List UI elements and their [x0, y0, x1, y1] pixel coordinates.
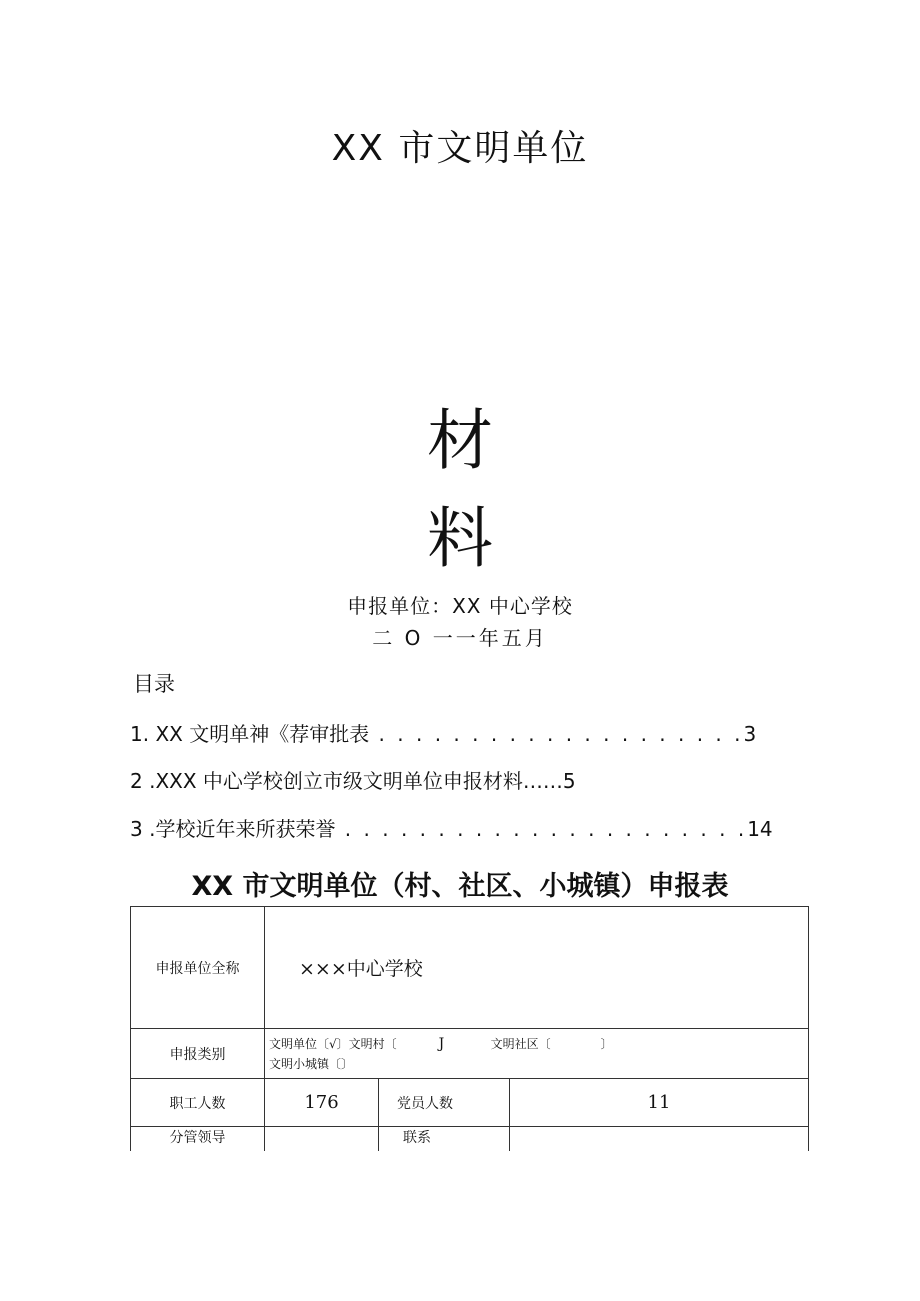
table-row [131, 1127, 809, 1151]
form-title: XX 市文明单位（村、社区、小城镇）申报表 [191, 871, 729, 902]
table-row [131, 907, 809, 1029]
document-title: XX 市文明单位 [331, 128, 589, 169]
toc-item [130, 765, 660, 794]
category-town-option: 文明小城镇〔〕 [269, 1056, 354, 1071]
toc-page-number: 3 [743, 722, 757, 746]
staff-count-value: 176 [265, 1079, 379, 1127]
category-unit-option: 文明单位〔√〕 [269, 1036, 349, 1051]
category-label: 申报类别 [131, 1029, 265, 1079]
toc-item [130, 813, 773, 842]
cover-char-cai: 材 [427, 402, 493, 479]
toc-heading: 目录 [133, 672, 175, 696]
leader-value [265, 1127, 379, 1151]
contact-value [510, 1127, 809, 1151]
date-line: 二 O 一一年五月 [372, 626, 548, 650]
category-community-option: 文明社区〔 [490, 1036, 551, 1051]
applicant-line: 申报单位：XX 中心学校 [347, 594, 573, 618]
leader-label: 分管领导 [131, 1127, 265, 1151]
table-row [131, 1029, 809, 1079]
party-count-value: 11 [510, 1079, 809, 1127]
category-options [265, 1029, 809, 1079]
contact-label: 联系 [379, 1127, 510, 1151]
toc-item-text: 1. XX 文明单神《荐审批表 [130, 722, 370, 746]
toc-page-number: 5 [562, 769, 576, 793]
unit-name-value: ×××中心学校 [265, 907, 809, 1029]
party-count-label: 党员人数 [379, 1079, 510, 1127]
table-row [131, 1079, 809, 1127]
toc-leader: . . . . . . . . . . . . . . . . . . . . . . [335, 817, 748, 841]
category-community-close: 〕 [600, 1036, 613, 1051]
category-village-option: 文明村〔 [348, 1036, 397, 1051]
toc-item [130, 718, 757, 747]
toc-page-number: 14 [747, 817, 773, 841]
category-village-close: J [438, 1035, 445, 1052]
toc-leader: …… [522, 769, 563, 793]
toc-item-text: 2 .XXX 中心学校创立市级文明单位申报材料 [130, 769, 523, 793]
staff-count-label: 职工人数 [131, 1079, 265, 1127]
toc-leader: . . . . . . . . . . . . . . . . . . . . [369, 722, 744, 746]
unit-name-label: 申报单位全称 [131, 907, 265, 1029]
toc-item-text: 3 .学校近年来所获荣誉 [130, 817, 336, 841]
cover-char-liao: 料 [427, 500, 493, 577]
application-table [130, 906, 809, 1151]
